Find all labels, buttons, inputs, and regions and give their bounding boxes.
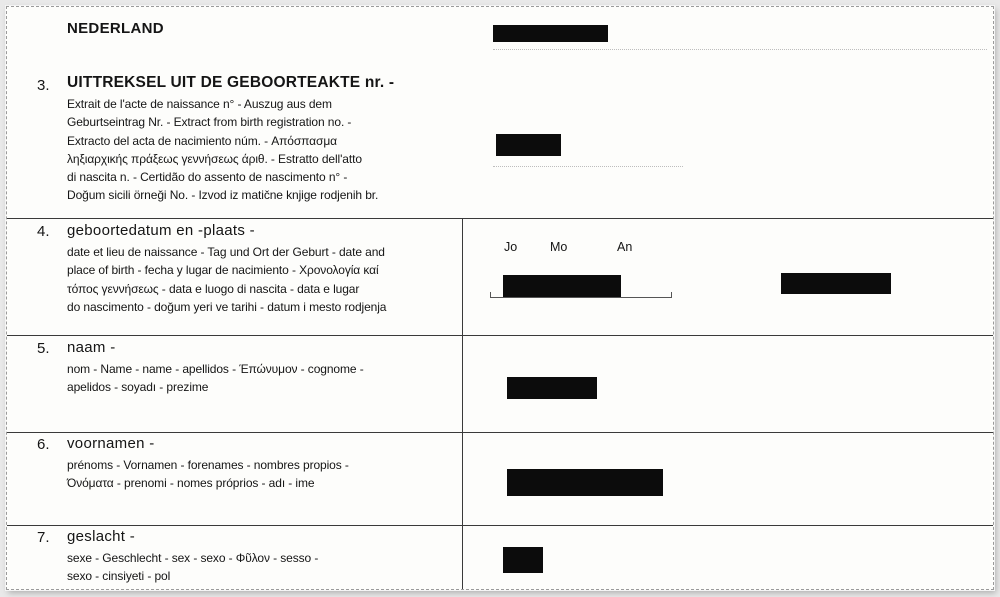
section-5-number: 5.	[37, 340, 50, 357]
section-4-title: geboortedatum en -plaats -	[67, 222, 255, 239]
section-7-title: geslacht -	[67, 528, 136, 545]
country-heading: NEDERLAND	[67, 20, 164, 37]
redacted-birth-place	[781, 273, 891, 294]
row-divider-6	[7, 432, 993, 433]
row-divider-5	[7, 335, 993, 336]
section-3-line: ληξιαρχικής πράξεως γεννήσεως άριθ. - Estratto dell'atto	[67, 151, 362, 166]
section-4-line: date et lieu de naissance - Tag und Ort der Geburt - date and	[67, 245, 385, 259]
document-page	[6, 6, 994, 590]
section-3-line: Extrait de l'acte de naissance n° - Auszug aus dem	[67, 97, 332, 111]
section-6-number: 6.	[37, 436, 50, 453]
header-underline	[493, 49, 987, 50]
redacted-sex	[503, 547, 543, 573]
section-3-line: Geburtseintrag Nr. - Extract from birth registration no. -	[67, 115, 352, 130]
section-6-title: voornamen -	[67, 435, 155, 452]
section-6-description	[67, 456, 462, 493]
section-5-title: naam -	[67, 339, 116, 356]
row-divider-4	[7, 218, 993, 219]
section-7-line: sexo - cinsiyeti - pol	[67, 569, 171, 584]
section-7-line: sexe - Geschlecht - sex - sexo - Φῦλον - sesso -	[67, 551, 319, 565]
redacted-surname	[507, 377, 597, 399]
date-label-year: An	[617, 240, 633, 254]
section-3-underline	[493, 166, 683, 167]
section-3-description	[67, 95, 487, 205]
section-5-line: nom - Name - name - apellidos - Έπώνυμον - cognome -	[67, 362, 364, 376]
section-4-description	[67, 243, 462, 316]
section-6-line: Όνόματα - prenomi - nomes próprios - adı - ime	[67, 476, 315, 491]
section-4-number: 4.	[37, 223, 50, 240]
section-7-number: 7.	[37, 529, 50, 546]
date-label-day: Jo	[504, 240, 518, 254]
section-7-description	[67, 549, 462, 586]
section-6-line: prénoms - Vornamen - forenames - nombres propios -	[67, 458, 349, 472]
section-4-line: τόπος γεννήσεως - data e luogo di nascita - data e lugar	[67, 281, 360, 296]
date-label-month: Mo	[550, 240, 568, 254]
section-5-line: apelidos - soyadı - prezime	[67, 380, 209, 395]
redacted-forenames	[507, 469, 663, 496]
section-4-line: do nascimento - doğum yeri ve tarihi - datum i mesto rodjenja	[67, 299, 387, 314]
section-3-line: di nascita n. - Certidão do assento de nascimento n° -	[67, 170, 348, 185]
redacted-country-field	[493, 25, 608, 42]
redacted-registration-number	[496, 134, 561, 156]
redacted-birth-date	[503, 275, 621, 297]
section-3-title: UITTREKSEL UIT DE GEBOORTEAKTE nr. -	[67, 74, 395, 91]
section-5-description	[67, 360, 462, 397]
row-divider-7	[7, 525, 993, 526]
column-divider	[462, 218, 463, 589]
section-3-number: 3.	[37, 77, 50, 94]
section-3-line: Extracto del acta de nacimiento núm. - Απόσπασμα	[67, 133, 337, 148]
section-3-line: Doğum sicili örneği No. - Izvod iz matične knjige rodjenih br.	[67, 188, 379, 203]
section-4-line: place of birth - fecha y lugar de nacimiento - Χρονολογία καί	[67, 263, 379, 278]
